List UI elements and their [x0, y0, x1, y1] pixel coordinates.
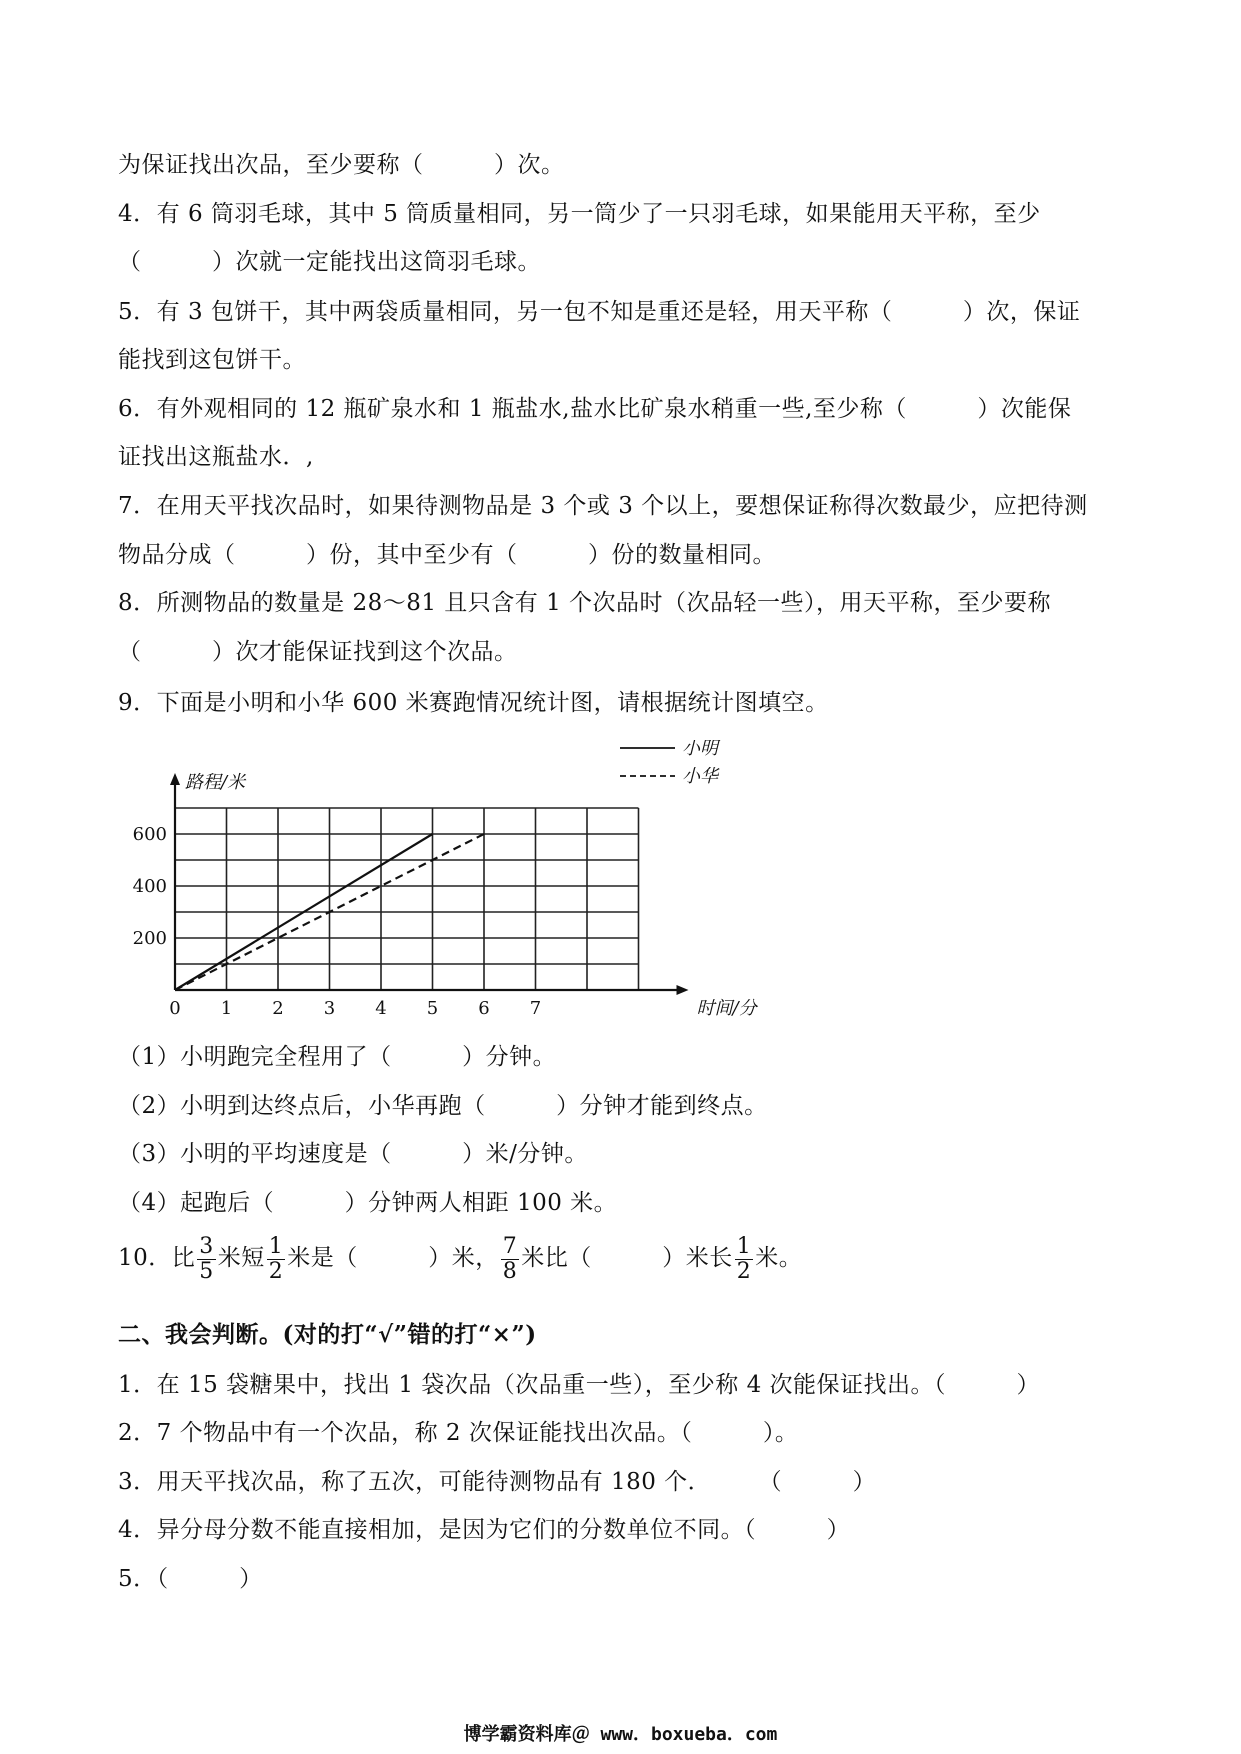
question-4-line-2: （ ）次就一定能找出这筒羽毛球。 — [118, 249, 541, 275]
race-line-chart — [100, 740, 800, 1020]
chart-axes — [170, 773, 689, 995]
judge-item-3: 3．用天平找次品，称了五次，可能待测物品有 180 个． （ ） — [118, 1469, 877, 1495]
fraction-denominator: 2 — [268, 1258, 284, 1284]
judge-item-1: 1．在 15 袋糖果中，找出 1 袋次品（次品重一些），至少称 4 次能保证找出。（ ） — [118, 1372, 1041, 1398]
question-7-line-1: 7．在用天平找次品时，如果待测物品是 3 个或 3 个以上，要想保证称得次数最少，应把待测 — [118, 493, 1088, 519]
q10-text-2: 米短 — [217, 1245, 265, 1271]
question-4-line-1: 4．有 6 筒羽毛球，其中 5 筒质量相同，另一筒少了一只羽毛球，如果能用天平称，至少 — [118, 201, 1041, 227]
question-10 — [118, 1230, 802, 1286]
judge-item-5: 5．（ ） — [118, 1566, 263, 1592]
chart-grid — [175, 808, 639, 990]
x-tick-label: 3 — [323, 998, 336, 1019]
question-9-sub-1: （1）小明跑完全程用了（ ）分钟。 — [118, 1044, 557, 1070]
chart-legend — [620, 740, 721, 787]
question-6-line-1: 6．有外观相同的 12 瓶矿泉水和 1 瓶盐水,盐水比矿泉水稍重一些,至少称（ ）次能保 — [118, 396, 1072, 422]
fraction-numerator: 1 — [736, 1233, 752, 1259]
y-tick-label: 200 — [132, 928, 167, 949]
question-3-tail: 为保证找出次品，至少要称（ ）次。 — [118, 152, 565, 178]
y-axis-arrow — [170, 773, 180, 785]
q10-text-5: 米。 — [755, 1245, 803, 1271]
legend-label: 小明 — [682, 740, 718, 759]
question-5-line-2: 能找到这包饼干。 — [118, 347, 306, 373]
fraction-1-2 — [267, 1235, 286, 1284]
fraction-numerator: 3 — [199, 1233, 214, 1259]
fraction-denominator: 8 — [502, 1258, 518, 1284]
question-8-line-1: 8．所测物品的数量是 28～81 且只含有 1 个次品时（次品轻一些），用天平称，至少要称 — [118, 590, 1052, 616]
y-tick-label: 600 — [132, 824, 167, 845]
footer-watermark: 博学霸资料库＠ www．boxueba．com — [463, 1724, 778, 1745]
question-9: 9．下面是小明和小华 600 米赛跑情况统计图，请根据统计图填空。 — [118, 690, 829, 716]
x-tick-label: 5 — [426, 998, 439, 1019]
fraction-denominator: 2 — [736, 1258, 752, 1284]
question-7-line-2: 物品分成（ ）份，其中至少有（ ）份的数量相同。 — [118, 542, 776, 568]
fraction-3-5 — [197, 1235, 216, 1284]
x-tick-label: 1 — [220, 998, 233, 1019]
q10-text-3: 米是（ ）米， — [287, 1245, 499, 1271]
fraction-denominator: 5 — [199, 1258, 214, 1284]
y-tick-label: 400 — [132, 876, 167, 897]
question-8-line-2: （ ）次才能保证找到这个次品。 — [118, 639, 518, 665]
q10-text-1: 10．比 — [118, 1245, 196, 1271]
x-axis-arrow — [677, 985, 689, 995]
question-6-line-2: 证找出这瓶盐水．, — [118, 444, 314, 470]
legend-label: 小华 — [682, 766, 718, 787]
x-tick-label: 2 — [272, 998, 284, 1019]
x-tick-label: 0 — [169, 998, 181, 1019]
fraction-numerator: 1 — [268, 1233, 284, 1259]
y-axis-label: 路程/米 — [185, 772, 246, 793]
fraction-numerator: 7 — [502, 1233, 518, 1259]
fraction-1-2-second — [735, 1235, 754, 1284]
question-9-sub-2: （2）小明到达终点后，小华再跑（ ）分钟才能到终点。 — [118, 1093, 768, 1119]
fraction-7-8 — [501, 1235, 520, 1284]
x-tick-label: 4 — [375, 998, 387, 1019]
judge-item-4: 4．异分母分数不能直接相加，是因为它们的分数单位不同。（ ） — [118, 1517, 851, 1543]
question-9-sub-3: （3）小明的平均速度是（ ）米/分钟。 — [118, 1141, 588, 1167]
x-axis-label: 时间/分 — [696, 998, 757, 1019]
q10-text-4: 米比（ ）米长 — [521, 1245, 733, 1271]
judge-item-2: 2．7 个物品中有一个次品，称 2 次保证能找出次品。（ ）。 — [118, 1420, 799, 1446]
x-tick-label: 6 — [478, 998, 490, 1019]
question-9-sub-4: （4）起跑后（ ）分钟两人相距 100 米。 — [118, 1190, 618, 1216]
section-2-title: 二、我会判断。(对的打“√”错的打“×”) — [118, 1321, 537, 1348]
question-5-line-1: 5．有 3 包饼干，其中两袋质量相同，另一包不知是重还是轻，用天平称（ ）次，保证 — [118, 299, 1081, 325]
x-tick-label: 7 — [529, 998, 542, 1019]
